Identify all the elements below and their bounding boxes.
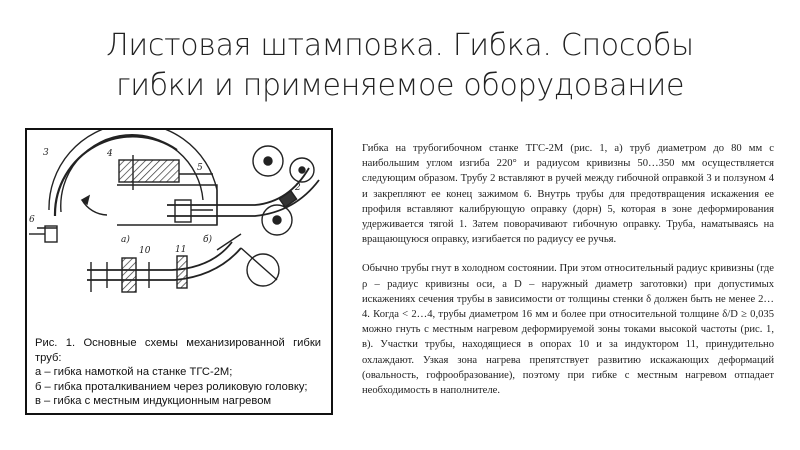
caption-line-3: б – гибка проталкиванием через роликовую головку;	[35, 380, 308, 393]
figure-label-2: 2	[295, 183, 301, 193]
tube-v-upper	[87, 242, 232, 270]
slide-title	[40, 26, 760, 106]
tube-v-lower	[87, 248, 241, 280]
inductor-11	[177, 256, 187, 288]
figure-label-6: 6	[29, 215, 35, 225]
caption-line-1: Рис. 1. Основные схемы механизированной гибки труб:	[35, 337, 321, 364]
support-10	[122, 258, 136, 292]
figure-caption	[35, 336, 321, 409]
figure-label-b: б)	[203, 235, 213, 245]
figure-label-10: 10	[139, 246, 151, 256]
figure-label-4: 4	[107, 149, 113, 159]
caption-line-2: а – гибка намоткой на станке ТГС-2М;	[35, 366, 233, 379]
body-text	[362, 141, 774, 398]
figure-label-11: 11	[175, 245, 187, 255]
paragraph-1: Гибка на трубогибочном станке ТГС-2М (рис. 1, а) труб диаметром до 80 мм с наибольшим углом изгиба 220° и радиусом кривизны 50…350 мм осуществляется следующим образом. Трубу 2 вставляют в ручей между гибочной оправкой 3 и ползуном 4 и закрепляют ее конец зажимом 6. Внутрь трубы для предотвращения искажения ее профиля вставляют калибрующую оправку (дорн) 5, которая в зоне деформирования удерживается тягой 1. Затем поворачивают гибочную оправку. Труба, наматываясь на вращающуюся оправку, изгибается по радиусу ее ручья.	[362, 143, 774, 246]
figure-label-3: 3	[43, 148, 49, 158]
slide-title-line-1: Листовая штамповка. Гибка. Способы	[106, 28, 694, 63]
paragraph-2: Обычно трубы гнут в холодном состоянии. При этом относительный радиус кривизны (где ρ – радиус кривизны оси, а D – наружный диаметр заготовки) при допустимых искажениях сечения трубы в зависимости от толщины стенки δ должен быть не менее 2…4. Когда < 2…4, трубы диаметром 16 мм и более при относительной толщине δ/D ≥ 0,035 можно гнуть с местным нагревом деформируемой зоны токами высокой частоты (рис. 1, в). Участки трубы, находящиеся в опорах 10 и за индуктором 11, принудительно охлаждают. Узкая зона нагрева препятствует развитию искажающих деформаций (овальность, гофрообразование), поэтому при гибке с местным нагревом отпадает необходимость в наполнителе.	[362, 263, 774, 397]
slide-title-line-2: гибки и применяемое оборудование	[115, 68, 685, 103]
figure-label-5: 5	[197, 163, 203, 173]
figure-label-a: а)	[121, 235, 130, 245]
figure-panel	[25, 128, 333, 415]
caption-line-4: в – гибка с местным индукционным нагревом	[35, 395, 272, 408]
